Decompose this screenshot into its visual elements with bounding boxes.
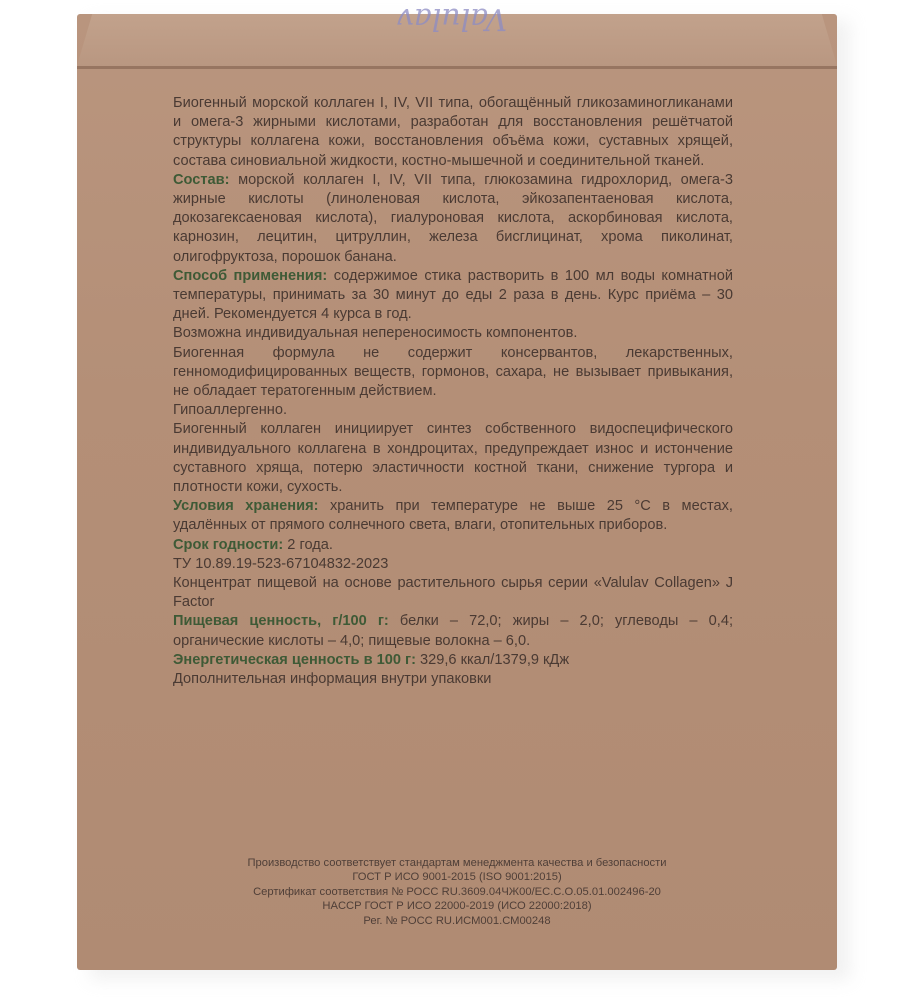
product-type: Концентрат пищевой на основе растительного сырья серии «Valulav Collagen» J Factor	[173, 575, 733, 611]
certification-footer	[117, 856, 797, 928]
footer-line: HACCP ГОСТ Р ИСО 22000-2019 (ИСО 22000:2018)	[322, 900, 592, 913]
storage: Условия хранения: хранить при температуре не выше 25 °С в местах, удалённых от прямого солнечного света, влаги, отопительных приборов.	[173, 498, 733, 534]
nutrition: Пищевая ценность, г/100 г: белки – 72,0; жиры – 2,0; углеводы – 0,4; органические кислоты – 4,0; пищевые волокна – 6,0.	[173, 613, 734, 649]
shelf-life: Срок годности: 2 года.	[173, 536, 333, 553]
paragraph: Гипоаллергенно.	[173, 402, 288, 419]
footer-line: ГОСТ Р ИСО 9001-2015 (ISO 9001:2015)	[352, 871, 562, 884]
energy: Энергетическая ценность в 100 г: 329,6 ккал/1379,9 кДж	[173, 651, 570, 668]
tu-code: ТУ 10.89.19-523-67104832-2023	[173, 555, 389, 572]
paragraph: Биогенная формула не содержит консервантов, лекарственных, генномодифицированных веществ, гормонов, сахара, не вызывает привыкания, не обладает тератогенным действием.	[173, 344, 733, 400]
paragraph: Биогенный морской коллаген I, IV, VII типа, обогащённый гликозаминогликанами и омега-3 жирными кислотами, разработан для восстановления решётчатой структуры коллагена кожи, восстановления объёма кожи, суставных хрящей, состава синовиальной жидкости, костно-мышечной и соединительной тканей.	[173, 95, 733, 169]
usage: Способ применения: содержимое стика растворить в 100 мл воды комнатной температуры, принимать за 30 минут до еды 2 раза в день. Курс приёма – 30 дней. Рекомендуется 4 курса в год.	[173, 267, 733, 323]
more-info: Дополнительная информация внутри упаковки	[173, 671, 492, 688]
footer-line: Рег. № РОСС RU.ИСМ001.СМ00248	[363, 914, 551, 927]
product-box	[77, 1, 837, 970]
footer-line: Сертификат соответствия № РОСС RU.3609.04ЧЖ00/ЕС.С.О.05.01.002496-20	[253, 885, 661, 898]
paragraph: Возможна индивидуальная непереносимость компонентов.	[173, 325, 578, 342]
flap-crease	[77, 66, 837, 69]
brand-logo: Valulav	[396, 1, 508, 36]
paragraph: Биогенный коллаген инициирует синтез собственного видоспецифического индивидуального коллагена в хондроцитах, предупреждает износ и истончение суставного хряща, потерю эластичности костной ткани, снижение тургора и плотности кожи, сухость.	[173, 421, 733, 496]
label-text	[173, 94, 733, 689]
footer-line: Производство соответствует стандартам менеджмента качества и безопасности	[247, 857, 667, 869]
composition: Состав: морской коллаген I, IV, VII типа, глюкозамина гидрохлорид, омега-3 жирные кислоты (линоленовая кислота, эйкозапентаеновая кислота, докозагексаеновая кислота), гиалуроновая кислота, аскорбиновая кислота, карнозин, лецитин, цитруллин, железа бисглицинат, хрома пиколинат, олигофруктоза, порошок банана.	[173, 171, 733, 265]
